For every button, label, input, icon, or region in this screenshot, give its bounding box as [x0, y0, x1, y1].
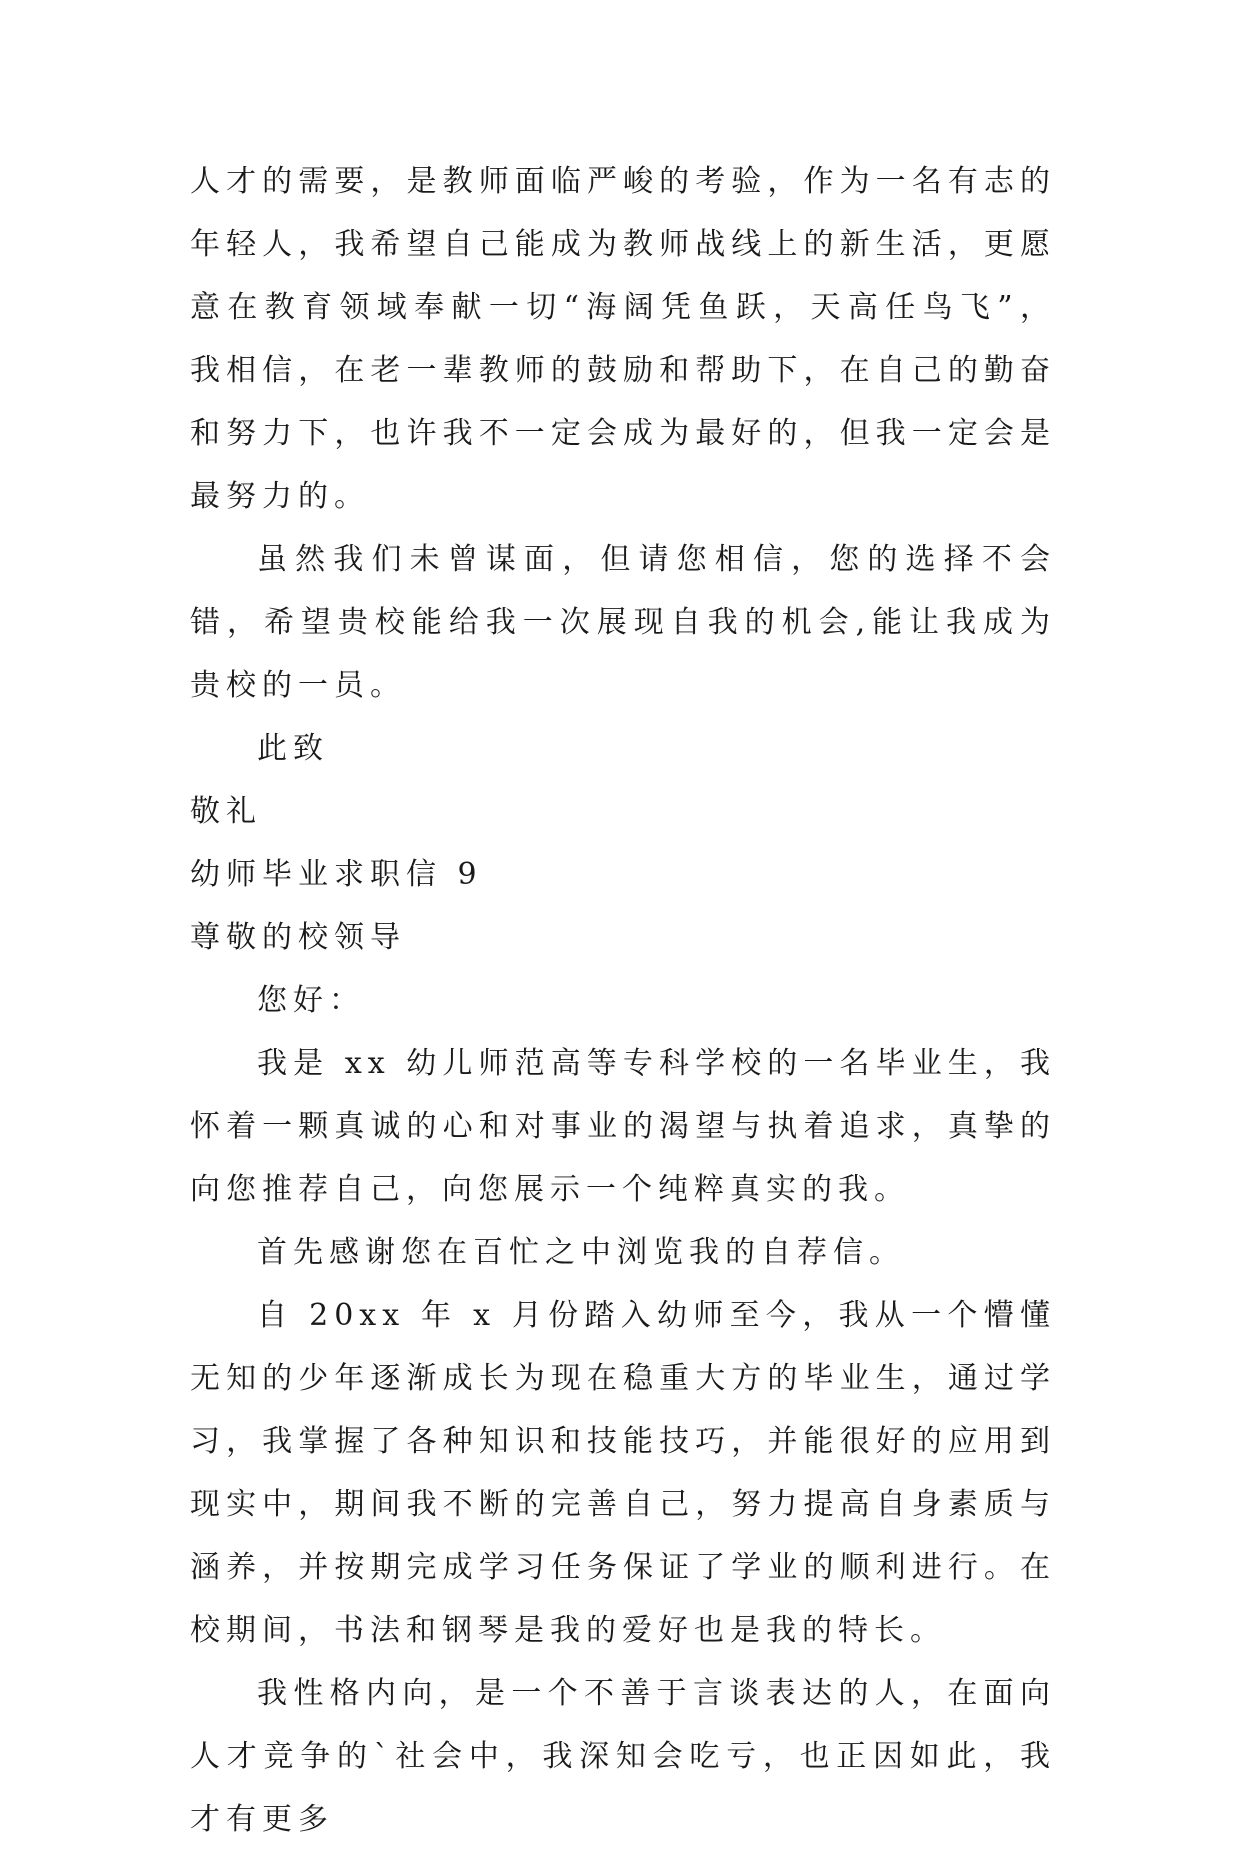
- paragraph-continuation: 人才的需要，是教师面临严峻的考验，作为一名有志的年轻人，我希望自己能成为教师战线上的新生活，更愿意在教育领域奉献一切“海阔凭鱼跃，天高任鸟飞”，我相信，在老一辈教师的鼓励和帮助下，在自己的勤奋和努力下，也许我不一定会成为最好的，但我一定会是最努力的。: [190, 164, 1056, 514]
- greeting: 您好：: [257, 983, 365, 1018]
- salutation-jingli: 敬礼: [190, 794, 262, 829]
- section-heading: 幼师毕业求职信 9: [190, 857, 483, 892]
- paragraph-personality: 我性格内向，是一个不善于言谈表达的人，在面向人才竞争的`社会中，我深知会吃亏，也正因如此，我才有更多: [190, 1676, 1056, 1837]
- paragraph-closing-request: 虽然我们未曾谋面，但请您相信，您的选择不会错，希望贵校能给我一次展现自我的机会,能让我成为贵校的一员。: [190, 542, 1056, 703]
- document-page: [190, 150, 1056, 1851]
- paragraph-introduction: 我是 xx 幼儿师范高等专科学校的一名毕业生，我怀着一颗真诚的心和对事业的渴望与执着追求，真挚的向您推荐自己，向您展示一个纯粹真实的我。: [190, 1046, 1056, 1207]
- paragraph-study-experience: 自 20xx 年 x 月份踏入幼师至今，我从一个懵懂无知的少年逐渐成长为现在稳重大方的毕业生，通过学习，我掌握了各种知识和技能技巧，并能很好的应用到现实中，期间我不断的完善自己，努力提高自身素质与涵养，并按期完成学习任务保证了学业的顺利进行。在校期间，书法和钢琴是我的爱好也是我的特长。: [190, 1298, 1056, 1648]
- paragraph-thanks: 首先感谢您在百忙之中浏览我的自荐信。: [257, 1235, 905, 1270]
- addressee: 尊敬的校领导: [190, 920, 406, 955]
- salutation-cizhi: 此致: [257, 731, 329, 766]
